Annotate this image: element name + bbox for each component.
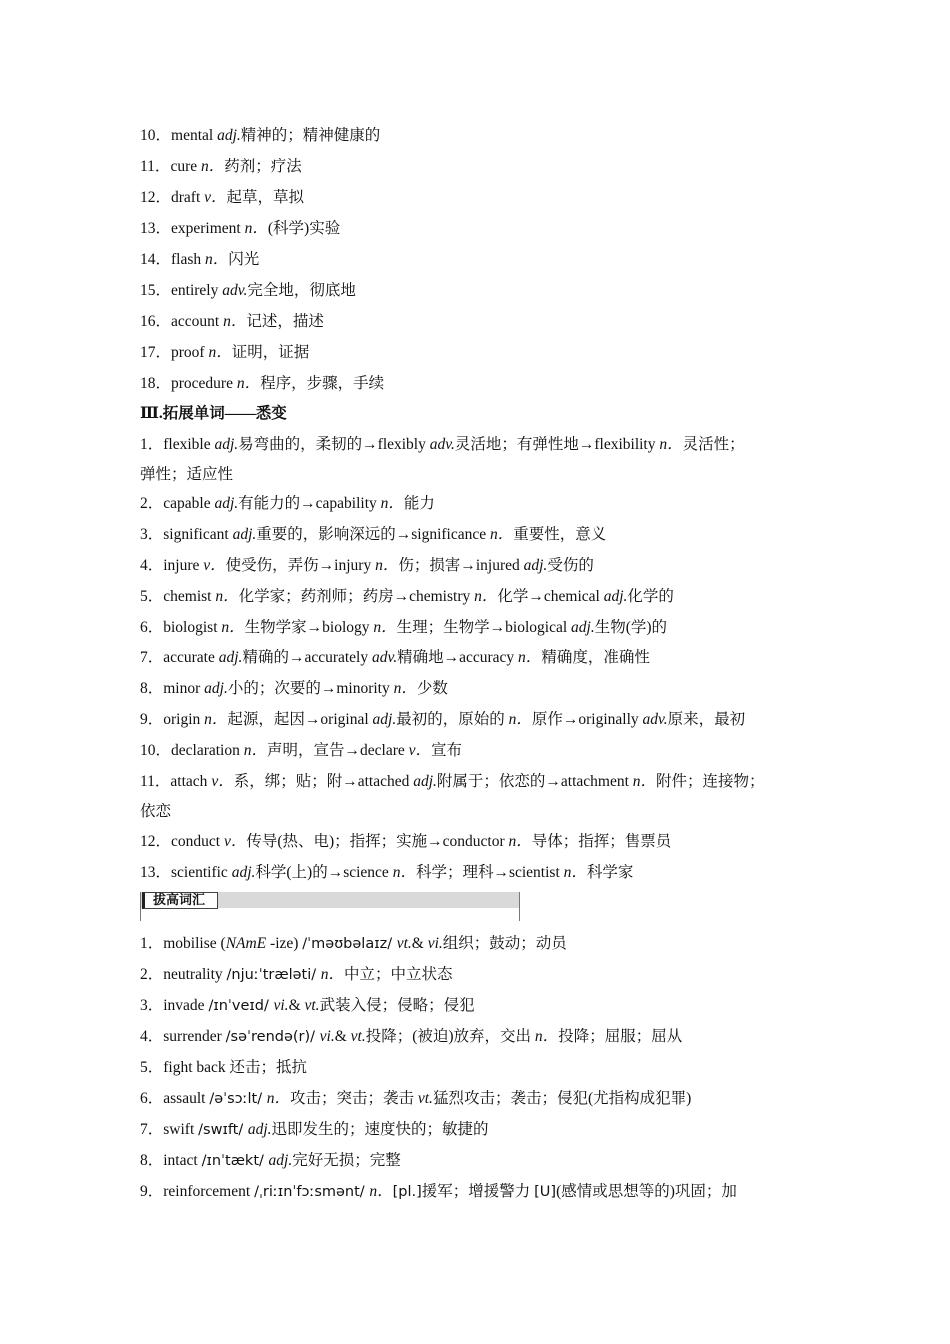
vocab-entry: 9．origin n．起源，起因→original adj.最初的，原始的 n．原作→originally adv.原来，最初: [140, 711, 746, 728]
vocab-entry: 8．minor adj.小的；次要的→minority n．少数: [140, 680, 448, 697]
vocab-entry: 2．capable adj.有能力的→capability n．能力: [140, 495, 435, 512]
banner-label: 拔高词汇: [142, 892, 218, 909]
vocab-entry-continued: 弹性；适应性: [140, 466, 234, 483]
vocab-entry-continued: 依恋: [140, 803, 172, 820]
vocab-entry: 13．experiment n．(科学)实验: [140, 220, 341, 237]
vocab-entry: 6．biologist n．生物学家→biology n．生理；生物学→biological adj.生物(学)的: [140, 619, 668, 636]
section-heading: Ⅲ.拓展单词——悉变: [140, 405, 287, 422]
vocab-entry: 18．procedure n．程序，步骤，手续: [140, 375, 385, 392]
vocab-entry: 12．draft v．起草，草拟: [140, 189, 305, 206]
vocab-entry: 7．accurate adj.精确的→accurately adv.精确地→accuracy n．精确度，准确性: [140, 649, 650, 666]
vocab-entry: 1．flexible adj.易弯曲的，柔韧的→flexibly adv.灵活地；有弹性地→flexibility n．灵活性；: [140, 436, 745, 453]
vocab-entry: 15．entirely adv.完全地，彻底地: [140, 282, 356, 299]
vocab-entry: 5．chemist n．化学家；药剂师；药房→chemistry n．化学→chemical adj.化学的: [140, 588, 674, 605]
vocab-entry: 10．declaration n．声明，宣告→declare v．宣布: [140, 742, 463, 759]
vocab-entry: 5．fight back 还击；抵抗: [140, 1059, 308, 1076]
vocab-entry: 10．mental adj.精神的；精神健康的: [140, 127, 381, 144]
vocab-entry: 12．conduct v．传导(热、电)；指挥；实施→conductor n．导体；指挥；售票员: [140, 833, 672, 850]
vocab-entry: 11．attach v．系，绑；贴；附→attached adj.附属于；依恋的→attachment n．附件；连接物；: [140, 773, 765, 790]
vocab-entry: 16．account n．记述，描述: [140, 313, 324, 330]
banner-border-right: [519, 892, 520, 921]
banner-border-left: [140, 892, 141, 921]
vocab-entry: 17．proof n．证明，证据: [140, 344, 310, 361]
vocab-entry: 3．invade /ɪnˈveɪd/ vi.& vt.武装入侵；侵略；侵犯: [140, 997, 475, 1014]
vocab-entry: 1．mobilise (NAmE -ize) /ˈməʊbəlaɪz/ vt.& vi.组织；鼓动；动员: [140, 935, 567, 952]
vocab-entry: 14．flash n．闪光: [140, 251, 260, 268]
vocab-entry: 2．neutrality /njuːˈtræləti/ n．中立；中立状态: [140, 966, 453, 983]
section-banner: [140, 892, 520, 921]
vocab-entry: 4．injure v．使受伤，弄伤→injury n．伤；损害→injured adj.受伤的: [140, 557, 594, 574]
vocab-entry: 6．assault /əˈsɔːlt/ n．攻击；突击；袭击 vt.猛烈攻击；袭击；侵犯(尤指构成犯罪): [140, 1090, 692, 1107]
vocab-entry: 8．intact /ɪnˈtækt/ adj.完好无损；完整: [140, 1152, 401, 1169]
vocab-entry: 9．reinforcement /ˌriːɪnˈfɔːsmənt/ n．[pl.]援军；增援警力 [U](感情或思想等的)巩固；加: [140, 1183, 737, 1200]
vocab-entry: 11．cure n．药剂；疗法: [140, 158, 302, 175]
vocab-entry: 4．surrender /səˈrendə(r)/ vi.& vt.投降；(被迫)放弃，交出 n．投降；屈服；屈从: [140, 1028, 683, 1045]
vocab-entry: 3．significant adj.重要的，影响深远的→significance n．重要性，意义: [140, 526, 607, 543]
vocab-entry: 7．swift /swɪft/ adj.迅即发生的；速度快的；敏捷的: [140, 1121, 489, 1138]
vocab-entry: 13．scientific adj.科学(上)的→science n．科学；理科→scientist n．科学家: [140, 864, 634, 881]
